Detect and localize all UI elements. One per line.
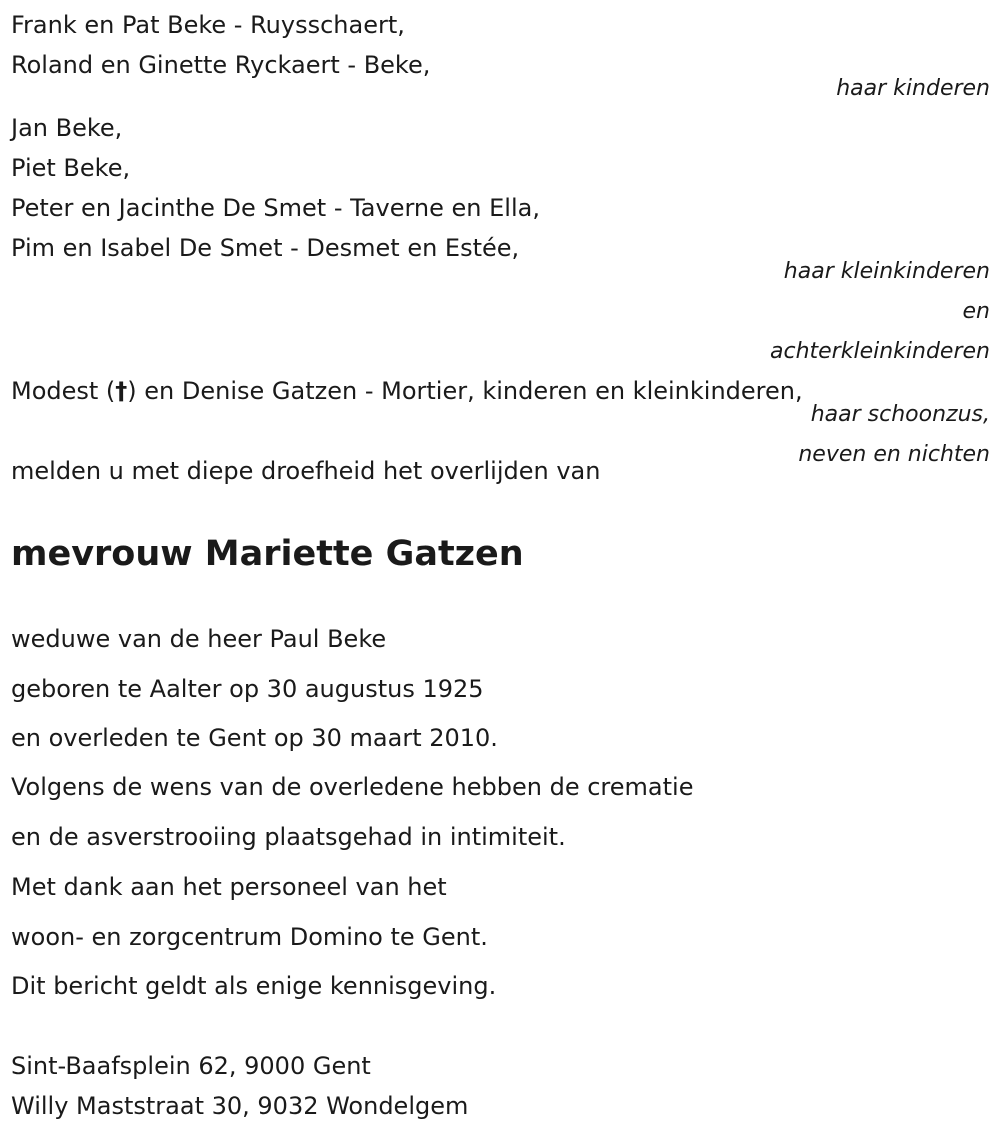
detail-line: geboren te Aalter op 30 augustus 1925 [11,675,484,703]
detail-line: en overleden te Gent op 30 maart 2010. [11,724,498,752]
detail-line: Met dank aan het personeel van het [11,873,447,901]
detail-line: Volgens de wens van de overledene hebben de crematie [11,773,694,801]
detail-line: woon- en zorgcentrum Domino te Gent. [11,923,488,951]
grandchildren-role-label: en [962,299,990,324]
detail-line: en de asverstrooiing plaatsgehad in intimiteit. [11,823,566,851]
deceased-name-heading: mevrouw Mariette Gatzen [11,534,524,574]
children-name-line: Frank en Pat Beke - Ruysschaert, [11,11,405,39]
grandchildren-name-line: Peter en Jacinthe De Smet - Taverne en Ella, [11,194,540,222]
children-name-line: Roland en Ginette Ryckaert - Beke, [11,51,431,79]
grandchildren-name-line: Jan Beke, [11,114,123,142]
inlaws-name-line [11,376,803,406]
inlaws-name-end: ) en Denise Gatzen - Mortier, kinderen en kleinkinderen, [127,377,803,405]
cross-icon: † [115,377,128,405]
detail-line: weduwe van de heer Paul Beke [11,625,387,653]
grandchildren-name-line: Piet Beke, [11,154,131,182]
detail-line: Dit bericht geldt als enige kennisgeving. [11,972,497,1000]
announcement-text: melden u met diepe droefheid het overlijden van [11,457,601,485]
inlaws-role-label: haar schoonzus, [810,402,990,427]
inlaws-role-label: neven en nichten [798,442,990,467]
grandchildren-role-label: achterkleinkinderen [770,339,990,364]
address-line: Willy Maststraat 30, 9032 Wondelgem [11,1092,469,1120]
inlaws-name-start: Modest ( [11,377,116,405]
grandchildren-name-line: Pim en Isabel De Smet - Desmet en Estée, [11,234,520,262]
grandchildren-role-label: haar kleinkinderen [783,259,990,284]
address-line: Sint-Baafsplein 62, 9000 Gent [11,1052,371,1080]
children-role-label: haar kinderen [836,76,990,101]
